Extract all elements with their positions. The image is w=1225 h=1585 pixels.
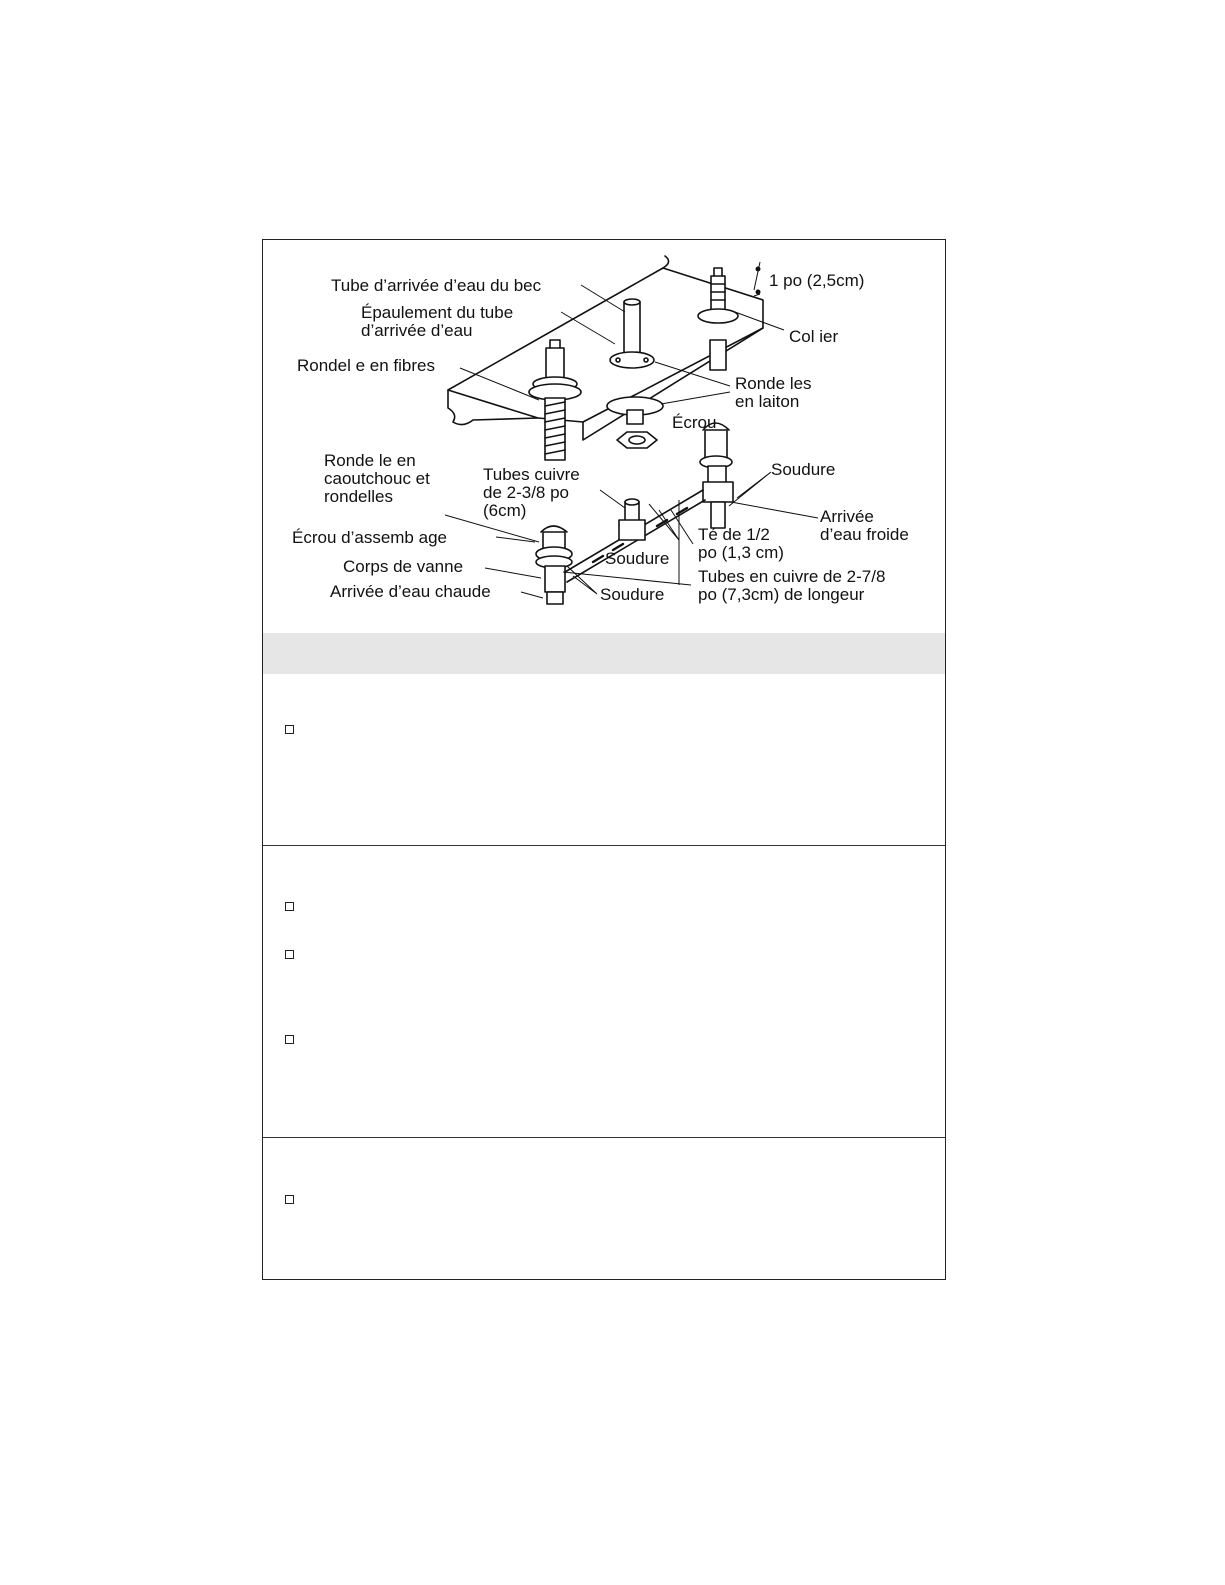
- instruction-frame: [262, 239, 946, 1280]
- label-valve-body: Corps de vanne: [343, 557, 464, 576]
- label-tee: Té de 1/2 po (1,3 cm): [698, 525, 784, 562]
- label-hot-inlet: Arrivée d’eau chaude: [330, 582, 491, 601]
- label-collar: Col ier: [789, 327, 839, 346]
- section-divider-2: [263, 1137, 945, 1138]
- label-solder-right: Soudure: [771, 460, 836, 479]
- label-nut: Écrou: [672, 413, 717, 432]
- label-cold-inlet: Arrivée d’eau froide: [820, 507, 909, 544]
- label-spout-tube: Tube d’arrivée d’eau du bec: [331, 276, 542, 295]
- label-rubber-washer: Ronde le en caoutchouc et rondelles: [324, 451, 430, 506]
- checkbox-step-3[interactable]: [285, 950, 294, 959]
- label-copper-tubes-short: Tubes cuivre de 2-3/8 po (6cm): [483, 465, 580, 520]
- label-assembly-nut: Écrou d’assemb age: [292, 528, 447, 547]
- caption-bar: [263, 633, 945, 674]
- section-divider-1: [263, 845, 945, 846]
- label-fiber-washer: Rondel e en fibres: [297, 356, 435, 375]
- label-shoulder: Épaulement du tube d’arrivée d’eau: [361, 303, 514, 340]
- installation-figure: [263, 240, 945, 632]
- label-copper-tubes-long: Tubes en cuivre de 2-7/8 po (7,3cm) de longeur: [698, 567, 886, 604]
- checkbox-step-5[interactable]: [285, 1195, 294, 1204]
- label-brass-washers: Ronde les en laiton: [735, 374, 812, 411]
- checkbox-step-1[interactable]: [285, 725, 294, 734]
- label-solder-bottom: Soudure: [600, 585, 665, 604]
- checkbox-step-2[interactable]: [285, 902, 294, 911]
- label-solder-mid: Soudure: [605, 549, 670, 568]
- label-one-inch: 1 po (2,5cm): [769, 271, 865, 290]
- checkbox-step-4[interactable]: [285, 1035, 294, 1044]
